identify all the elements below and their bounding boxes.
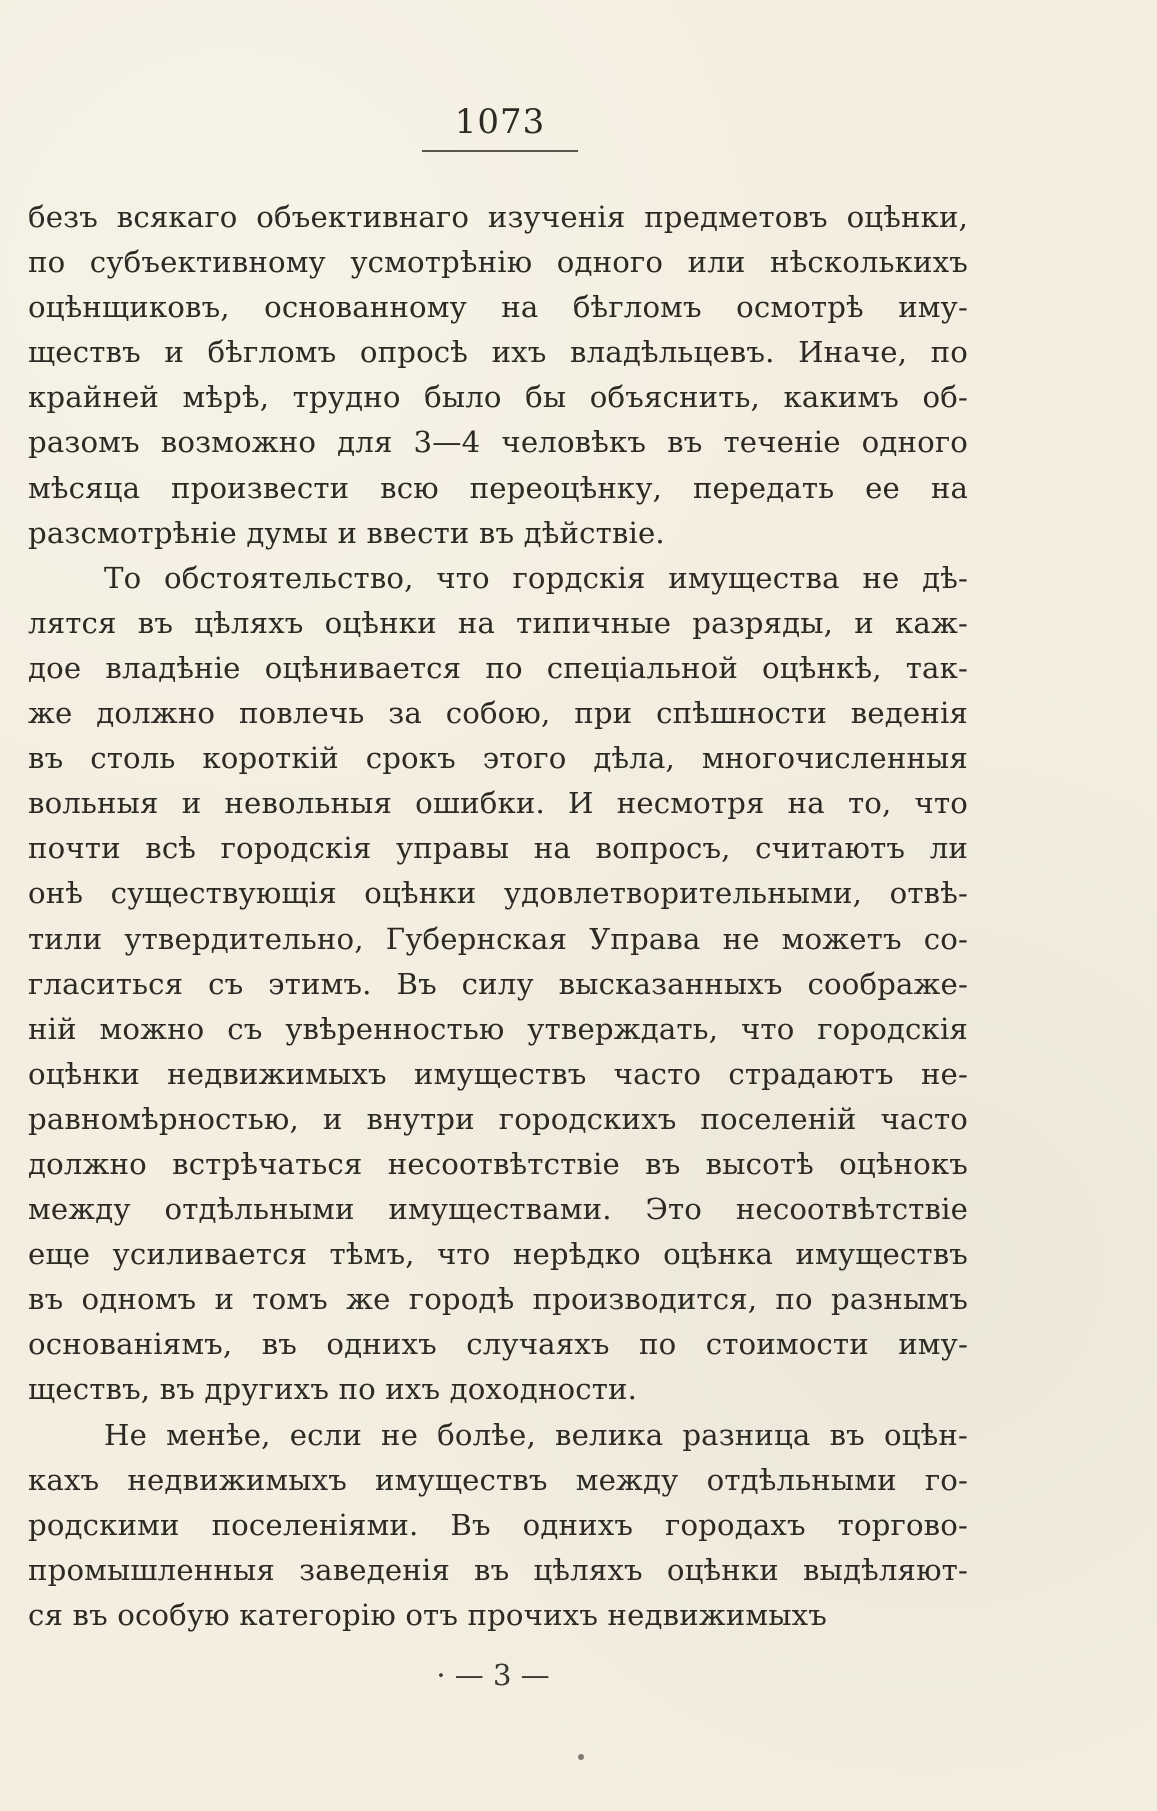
text-line: То обстоятельство, что гордскія имущества не дѣ- [104, 560, 968, 595]
paragraph-1 [28, 195, 968, 556]
text-line: въ одномъ и томъ же городѣ производится, по разнымъ [28, 1282, 968, 1317]
text-line: гласиться съ этимъ. Въ силу высказанныхъ соображе- [28, 966, 968, 1001]
text-line: по субъективному усмотрѣнію одного или нѣсколькихъ [28, 245, 968, 280]
text-line: оцѣнщиковъ, основанному на бѣгломъ осмотрѣ иму- [28, 290, 968, 325]
text-line: лятся въ цѣляхъ оцѣнки на типичные разряды, и каж- [28, 605, 968, 640]
page-header [422, 102, 578, 152]
body-text [28, 195, 968, 1638]
text-line: тили утвердительно, Губернская Управа не можетъ со- [28, 921, 968, 956]
text-line: крайней мѣрѣ, трудно было бы объяснить, какимъ об- [28, 380, 968, 415]
page-footer-signature: · — 3 — [436, 1658, 550, 1692]
text-line: разсмотрѣніе думы и ввести въ дѣйствіе. [28, 515, 665, 550]
text-line: же должно повлечь за собою, при спѣшности веденія [28, 696, 968, 731]
text-line: въ столь короткій срокъ этого дѣла, многочисленныя [28, 741, 968, 776]
text-line: кахъ недвижимыхъ имуществъ между отдѣльными го- [28, 1462, 968, 1497]
header-rule [422, 150, 578, 152]
text-line: между отдѣльными имуществами. Это несоотвѣтствіе [28, 1192, 968, 1227]
paragraph-3 [28, 1413, 968, 1638]
text-line: почти всѣ городскія управы на вопросъ, считаютъ ли [28, 831, 968, 866]
text-line: ся въ особую категорію отъ прочихъ недвижимыхъ [28, 1597, 827, 1632]
text-line: оцѣнки недвижимыхъ имуществъ часто страдаютъ не- [28, 1056, 968, 1091]
text-line: еще усиливается тѣмъ, что нерѣдко оцѣнка имуществъ [28, 1237, 968, 1272]
text-line: онѣ существующія оцѣнки удовлетворительными, отвѣ- [28, 876, 968, 911]
text-line: ществъ и бѣгломъ опросѣ ихъ владѣльцевъ. Иначе, по [28, 335, 968, 370]
text-line: мѣсяца произвести всю переоцѣнку, передать ее на [28, 470, 968, 505]
text-line: равномѣрностью, и внутри городскихъ поселеній часто [28, 1101, 968, 1136]
page-number: 1073 [454, 102, 546, 142]
paper-speck [578, 1754, 584, 1760]
text-line: дое владѣніе оцѣнивается по спеціальной оцѣнкѣ, так- [28, 650, 968, 685]
text-line: Не менѣе, если не болѣе, велика разница въ оцѣн- [104, 1417, 968, 1452]
text-line: ществъ, въ другихъ по ихъ доходности. [28, 1372, 638, 1407]
text-line: должно встрѣчаться несоотвѣтствіе въ высотѣ оцѣнокъ [28, 1146, 968, 1181]
text-line: вольныя и невольныя ошибки. И несмотря на то, что [28, 786, 968, 821]
text-line: промышленныя заведенія въ цѣляхъ оцѣнки выдѣляют- [28, 1552, 968, 1587]
text-line: родскими поселеніями. Въ однихъ городахъ торгово- [28, 1507, 968, 1542]
paragraph-2 [28, 556, 968, 1413]
text-line: ній можно съ увѣренностью утверждать, что городскія [28, 1011, 968, 1046]
text-line: основаніямъ, въ однихъ случаяхъ по стоимости иму- [28, 1327, 968, 1362]
text-line: безъ всякаго объективнаго изученія предметовъ оцѣнки, [28, 200, 968, 234]
text-line: разомъ возможно для 3—4 человѣкъ въ теченіе одного [28, 425, 968, 460]
